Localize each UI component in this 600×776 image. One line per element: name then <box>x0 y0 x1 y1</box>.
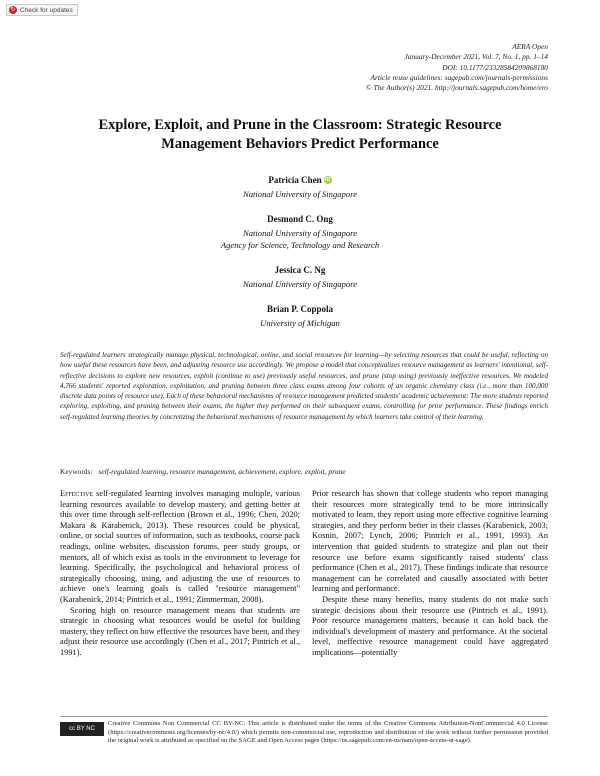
keywords <box>60 467 346 476</box>
title-line-2: Management Behaviors Predict Performance <box>161 135 439 152</box>
author <box>60 209 540 251</box>
author <box>60 299 540 329</box>
paragraph: Scoring high on resource management means that students are strategic in choosing what resources would be useful for building mastery, they reflect on how effective the resources have been, and they adjust their resource use accordingly (Chen et al., 2017; Pintrich et al., 1991). <box>60 605 301 657</box>
affiliation: National University of Singapore <box>242 189 358 199</box>
author-name: Patricia Chen <box>268 175 322 185</box>
keywords-value: self-regulated learning, resource management, achievement, explore, exploit, prune <box>98 467 346 476</box>
license-footer <box>60 716 548 746</box>
copyright: © The Author(s) 2021. http://journals.sagepub.com/home/ero <box>366 83 548 93</box>
keywords-label: Keywords: <box>60 467 93 476</box>
check-for-updates-badge[interactable] <box>6 4 78 16</box>
paper-title <box>60 116 540 153</box>
author <box>60 260 540 290</box>
update-icon: ↻ <box>10 7 16 13</box>
author-name: Brian P. Coppola <box>267 304 333 314</box>
body-column-right <box>312 489 548 659</box>
author-name: Desmond C. Ong <box>267 214 333 224</box>
lead-word: Effective <box>60 489 94 498</box>
paragraph-text: self-regulated learning involves managing multiple, various learning resources available to develop mastery, and getting better at this over time through self-reflection (Brown et al., 1996; Chen, 2020; Makara & Karabenick, 2013). These resources could be physical, online, or social sources of information, such as textbooks, course pack readings, online websites, discussion forums, peer study groups, or mentors, all of which exist as tools in the environment to leverage for learning. Specifically, the psychological and behavioral process of strategically choosing, using, and adjusting the use of resources to achieve one's learning goals is called "resource management" (Karabenick, 2014; Pintrich et al., 1991; Zimmerman, 2008). <box>60 489 300 604</box>
affiliation: University of Michigan <box>260 318 340 328</box>
paragraph: Despite these many benefits, many students do not make such strategic decisions about their resource use (Pintrich et al., 1991). Poor resource management matters, because it can hold back the individual's development of mastery and performance. At the societal level, ineffective resource management could have aggregated implications—potentially <box>312 594 548 657</box>
abstract: Self-regulated learners strategically manage physical, technological, online, and social resources for learning—by selecting resources that could be useful, reflecting on how useful these resources have been, and adjusting resource use accordingly. We propose a model that conceptualizes resource management as learners' intentional, self-reflective decisions to explore new resources, exploit (continue to use) previously useful resources, and prune (stop using) previously ineffective resources. We modeled 4,766 students' reported exploration, exploitation, and pruning between three class exams among four cohorts of an organic chemistry class (i.e., more than 100,000 discrete data points of resource use). Each of these behavioral mechanisms of resource management predicted students' academic achievement: The more students reported exploring, exploiting, and pruning between their exams, the higher they performed on their subsequent exams, controlling for prior performance. These findings enrich self-regulated learning theories by concretizing the behavioral mechanisms of resource management by which learners take control of their learning. <box>60 351 548 421</box>
paragraph: Prior research has shown that college students who report managing their resources more strategically tend to be more intrinsically motivated to learn, they report using more effective cognitive learning strategies, and they perform better in their classes (Karabenick, 2003; Kosnin, 2007; Lynch, 2006; Pintrich et al., 1991, 1993). An intervention that guided students to strategize and plan out their resource use before exams significantly raised students' class performance (Chen et al., 2017). These findings indicate that resource management can be correlated and causally associated with better learning and performance. <box>312 489 548 594</box>
orcid-icon[interactable]: iD <box>324 177 331 183</box>
paragraph <box>60 489 300 606</box>
reuse-guidelines[interactable]: Article reuse guidelines: sagepub.com/journals-permissions <box>370 72 548 82</box>
cc-license-icon[interactable]: cc BY NC <box>60 722 104 736</box>
journal-meta <box>366 42 548 93</box>
affiliation: Agency for Science, Technology and Research <box>220 240 380 250</box>
badge-label: Check for updates <box>20 6 73 14</box>
body-column-left <box>60 489 300 659</box>
author <box>60 170 540 200</box>
author-name: Jessica C. Ng <box>274 265 326 275</box>
affiliation: National University of Singapore <box>242 228 358 238</box>
doi[interactable]: DOI: 10.1177/23328584209868180 <box>442 62 548 72</box>
license-text: Creative Commons Non Commercial CC BY-NC: This article is distributed under the terms of the Creative Commons Attribution-NonCommercial 4.0 License (https://creativecommons.org/licenses/by-nc/4.0/) which permits non-commercial use, reproduction and distribution of the work without further permission provided the original work is attributed as specified on the SAGE and Open Access pages (https://us.sagepub.com/en-us/nam/open-access-at-sage). <box>108 720 548 745</box>
journal-name: AERA Open <box>512 42 548 51</box>
journal-issue: January-December 2021, Vol. 7, No. 1, pp. 1–14 <box>404 52 548 62</box>
title-line-1: Explore, Exploit, and Prune in the Classroom: Strategic Resource <box>98 117 502 133</box>
author-list <box>60 170 540 338</box>
affiliation: National University of Singapore <box>242 279 358 289</box>
